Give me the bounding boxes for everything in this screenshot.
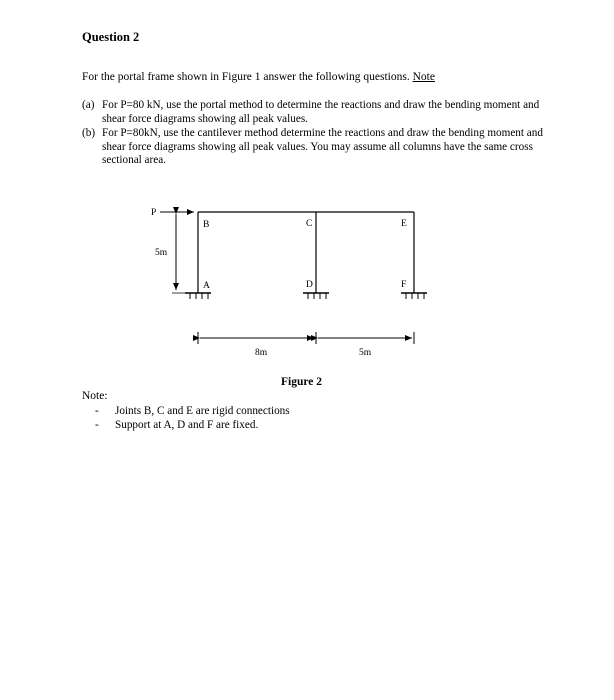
note-list [95,404,290,432]
intro-note: Note [412,71,435,83]
fixed-support-d [303,293,329,299]
fixed-support-a [185,293,211,299]
span-1-label: 8m [255,348,268,358]
joint-b-label: B [203,220,210,230]
intro-text: For the portal frame shown in Figure 1 answer the following questions. [82,71,410,83]
note-heading: Note: [82,390,108,402]
span-2-label: 5m [359,348,372,358]
note-item [95,404,290,418]
part-b-label: (b) [82,127,96,139]
joint-a-label: A [203,281,210,291]
note-item-text: Joints B, C and E are rigid connections [115,405,290,417]
height-label: 5m [155,248,168,258]
joint-f-label: F [401,280,407,290]
portal-frame-figure [0,190,614,405]
note-item-text: Support at A, D and F are fixed. [115,419,259,431]
note-item [95,418,290,432]
joint-e-label: E [401,219,407,229]
question-title: Question 2 [82,30,140,44]
question-intro [82,71,435,83]
question-part-a [82,99,552,126]
part-b-text: For P=80kN, use the cantilever method determine the reactions and draw the bending moment and shear force diagrams showing all peak values. You may assume all columns have the same cross sectional area. [102,127,543,167]
joint-d-label: D [306,280,313,290]
fixed-support-f [401,293,427,299]
part-a-label: (a) [82,99,95,111]
load-label: P [151,208,157,218]
joint-c-label: C [306,219,313,229]
note-bullet: - [95,405,99,417]
question-part-b [82,127,552,168]
figure-caption: Figure 2 [281,376,322,388]
note-bullet: - [95,419,99,431]
part-a-text: For P=80 kN, use the portal method to determine the reactions and draw the bending moment and shear force diagrams showing all peak values. [102,99,540,125]
